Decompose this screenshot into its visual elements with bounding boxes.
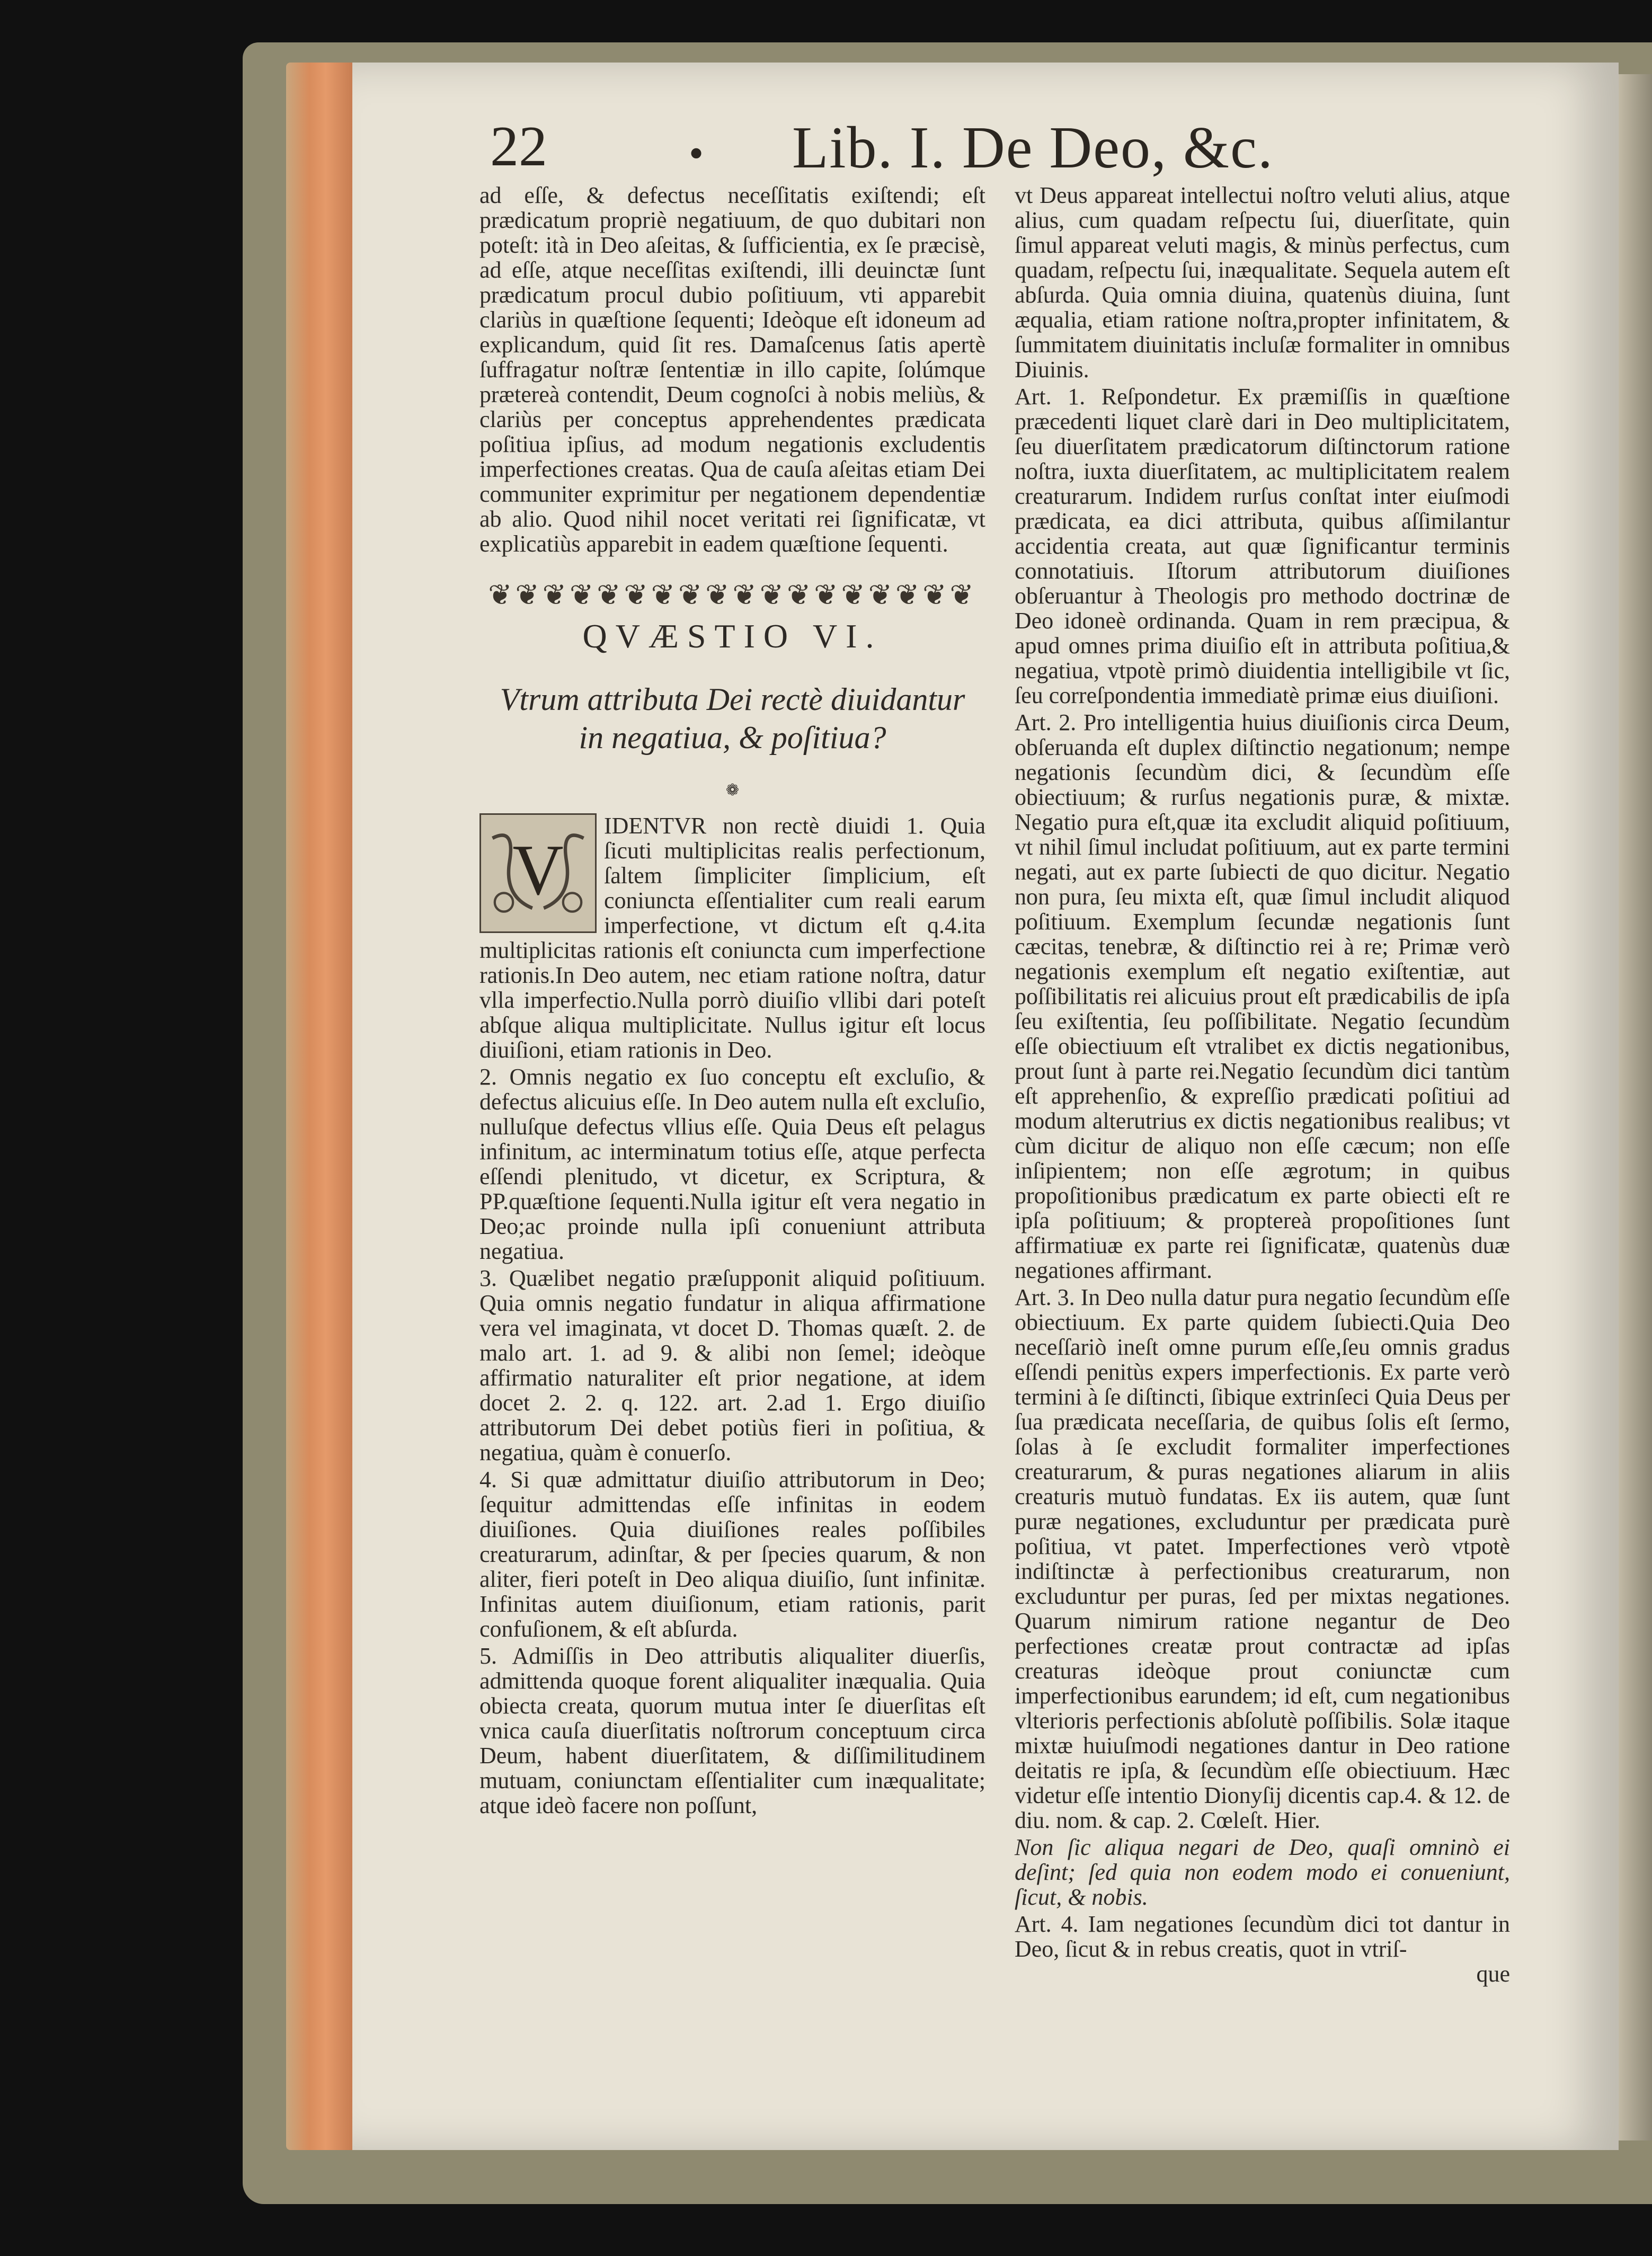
- paragraph: Art. 1. Reſpondetur. Ex præmiſſis in quæſtione præcedenti liquet clarè dari in Deo multiplicitatem, ſeu diuerſitatem prædicatorum diſtinctorum ratione noſtra, iuxta diuerſitatem, ac multiplicitatem realem creaturarum. Indidem rurſus conſtat inter eiuſmodi prædicata, ea dici attributa, quibus aſſimilantur accidentia creata, aut quæ ſignificantur terminis connotatiuis. Iſtorum attributorum diuiſiones obſeruantur à Theologis pro methodo doctrinæ de Deo idoneè ordinanda. Quam in rem præcipua, & apud omnes prima diuiſio eſt in attributa poſitiua,& negatiua, vtpotè primò diuidentia intelligibile vt ſic, ſeu correſpondentia immediatè primæ eius diuiſioni.: [1015, 384, 1510, 708]
- paragraph: 5. Admiſſis in Deo attributis aliqualiter diuerſis, admittenda quoque forent aliqualiter inæqualia. Quia obiecta creata, quorum mutua inter ſe diuerſitas eſt vnica cauſa diuerſitatis noſtrorum conceptuum circa Deum, habent diuerſitatem, & diſſimilitudinem mutuam, coniunctam eſſentialiter cum inæqualitate; atque ideò facere non poſſunt,: [479, 1643, 985, 1818]
- facing-page-edge: [1619, 74, 1652, 2140]
- right-column: [1015, 183, 1510, 1986]
- quotation: Non ſic aliqua negari de Deo, quaſi omninò ei deſint; ſed quia non eodem modo ei conueniunt, ſicut, & nobis.: [1015, 1834, 1510, 1910]
- dropcap-letter: V: [512, 830, 564, 910]
- paragraph: vt Deus appareat intellectui noſtro veluti alius, atque alius, cum quadam reſpectu ſui, diuerſitate, quin ſimul appareat veluti magis, & minùs perfectus, cum quadam, reſpectu ſui, inæqualitate. Sequela autem eſt abſurda. Quia omnia diuina, quatenùs diuina, ſunt æqualia, etiam ratione noſtra,propter infinitatem, & ſummitatem diuinitatis incluſæ formaliter in omnibus Diuinis.: [1015, 182, 1510, 383]
- page-number: 22: [490, 115, 547, 178]
- paragraph: ad eſſe, & defectus neceſſitatis exiſtendi; eſt prædicatum propriè negatiuum, de quo dubitari non poteſt: ità in Deo aſeitas, & ſufficientia, ex ſe præcisè, ad eſſe, atque neceſſitas exiſtendi, illi deuinctæ ſunt prædicatum procul dubio poſitiuum, vti apparebit clariùs in quæſtione ſequenti; Ideòque eſt idoneum ad explicandum, quid ſit res. Damaſcenus ſatis apertè ſuffragatur noſtræ ſententiæ in illo capite, ſolúmque prætereà contendit, Deum cognoſci à nobis meliùs, & clariùs per conceptus apprehendentes prædicata poſitiua ipſius, ad modum negationis excludentis imperfectiones creatas. Qua de cauſa aſeitas etiam Dei communiter exprimitur per negationem dependentiæ ab alio. Quod nihil nocet veritati rei ſignificatæ, vt explicatiùs apparebit in eadem quæſtione ſequenti.: [479, 182, 985, 557]
- paragraph: IDENTVR non rectè diuidi 1. Quia ſicuti multiplicitas realis perfectionum, ſaltem ſimpliciter ſimplicium, eſt coniuncta eſſentialiter cum reali earum imperfectione, vt dictum eſt q.4.ita multiplicitas rationis eſt coniuncta cum imperfectione rationis.In Deo autem, nec etiam ratione noſtra, datur vlla imperfectio.Nulla porrò diuiſio vllibi dari poteſt abſque aliqua multiplicitate. Nullus igitur eſt locus diuiſioni, etiam rationis in Deo.: [479, 813, 985, 1063]
- small-ornament: ❁: [725, 781, 740, 799]
- left-column: [479, 183, 985, 1820]
- catchword: que: [1476, 1961, 1510, 1987]
- paragraph: Art. 3. In Deo nulla datur pura negatio ſecundùm eſſe obiectiuum. Ex parte quidem ſubiecti.Quia Deo neceſſariò ineſt omne purum eſſe,ſeu omnis gradus eſſendi penitùs expers imperfectionis. Ex parte verò termini à ſe diſtincti, ſibique extrinſeci Quia Deus per ſua prædicata neceſſaria, de quibus ſolis eſt ſermo, ſolas à ſe excludit formaliter imperfectiones creaturarum, & puras negationes aliarum in aliis creaturis mutuò fundatas. Ex iis autem, quæ ſunt puræ negationes, excluduntur per prædicata purè poſitiua, vt patet. Imperfectiones verò vtpotè indiſtinctæ à perfectionibus creaturarum, non excluduntur per puras, ſed per mixtas negationes. Quarum nimirum ratione negantur de Deo perfectiones creatæ prout contractæ ad ipſas creaturas ideòque prout coniunctæ cum imperfectionibus earundem; id eſt, cum negationibus vlterioris perfectionis abſolutè poſſibilis. Solæ itaque mixtæ huiuſmodi negationes dantur in Deo ratione deitatis re ipſa, & ſecundùm eſſe obiectiuum. Hæc videtur eſſe intentio Dionyſij dicentis cap.4. & 12. de diu. nom. & cap. 2. Cœleſt. Hier.: [1015, 1284, 1510, 1833]
- decorated-initial-icon: [479, 813, 597, 933]
- page-header: [490, 114, 1449, 183]
- paragraph: Art. 2. Pro intelligentia huius diuiſionis circa Deum, obſeruanda eſt duplex diſtinctio negationum; nempe negationis ſecundùm dici, & ſecundùm eſſe obiectiuum; & rurſus negationis puræ, & mixtæ. Negatio pura eſt,quæ ita excludit aliquid poſitiuum, vt nihil ſimul includat poſitiuum, aut ex parte termini negati, aut ex parte ſubiecti de quo dicitur. Negatio non pura, ſeu mixta eſt, quæ ſimul includit aliquod poſitiuum. Exemplum ſecundæ negationis ſunt cæcitas, tenebræ, & diſtinctio rei à re; Primæ verò negationis exemplum eſt negatio exiſtentiæ, aut poſſibilitatis rei alicuius prout eſt prædicabilis de ipſa ſeu exiſtentia, ſeu poſſibilitate. Negatio ſecundùm eſſe obiectiuum eſt vtralibet ex dictis negationibus, prout ſunt à parte rei.Negatio ſecundùm dici tantùm eſt apprehenſio, & expreſſio prædicati poſitiui ad modum alterutrius ex dictis negationibus realibus; vt cùm dicitur de aliquo non eſſe cæcum; non eſſe inſipientem; non eſſe ægrotum; in quibus propoſitionibus prædicatum ex parte obiecti eſt re ipſa poſitiuum; & proptereà propoſitiones ſunt affirmatiuæ ex parte rei ſignificatæ, quatenùs duæ negationes affirmant.: [1015, 709, 1510, 1283]
- question-heading: QVÆSTIO VI.: [582, 617, 883, 655]
- ornament-divider: ❦❦❦❦❦❦❦❦❦❦❦❦❦❦❦❦❦❦: [488, 579, 977, 611]
- page-edges: [286, 63, 352, 2150]
- question-title: Vtrum attributa Dei rectè diuidantur in negatiua, & poſitiua?: [500, 682, 965, 755]
- running-title: Lib. I. De Deo, &c.: [792, 115, 1274, 181]
- header-separator: •: [689, 130, 704, 177]
- paragraph: 3. Quælibet negatio præſupponit aliquid poſitiuum. Quia omnis negatio fundatur in aliqua affirmatione vera vel imaginata, vt docet D. Thomas quæſt. 2. de malo art. 1. ad 9. & alibi non ſemel; ideòque affirmatio naturaliter eſt prior negatione, at idem docet 2. 2. q. 122. art. 2.ad 1. Ergo diuiſio attributorum Dei debet potiùs fieri in poſitiua, & negatiua, quàm è conuerſo.: [479, 1265, 985, 1465]
- paragraph: 4. Si quæ admittatur diuiſio attributorum in Deo; ſequitur admittendas eſſe infinitas in eodem diuiſiones. Quia diuiſiones reales poſſibiles creaturarum, adinſtar, & per ſpecies quarum, & non aliter, fieri poteſt in Deo aliqua diuiſio, ſunt infinitæ. Infinitas autem diuiſionum, etiam rationis, parit confuſionem, & eſt abſurda.: [479, 1467, 985, 1642]
- paragraph: Art. 4. Iam negationes ſecundùm dici tot dantur in Deo, ſicut & in rebus creatis, quot in vtriſ-: [1015, 1911, 1510, 1962]
- paragraph: 2. Omnis negatio ex ſuo conceptu eſt excluſio, & defectus alicuius eſſe. In Deo autem nulla eſt excluſio, nulluſque defectus vllius eſſe. Quia Deus eſt pelagus infinitum, ac interminatum totius eſſe, atque perfecta eſſendi plenitudo, vt dicetur, ex Scriptura, & PP.quæſtione ſequenti.Nulla igitur eſt vera negatio in Deo;ac proinde nulla ipſi conueniunt attributa negatiua.: [479, 1064, 985, 1264]
